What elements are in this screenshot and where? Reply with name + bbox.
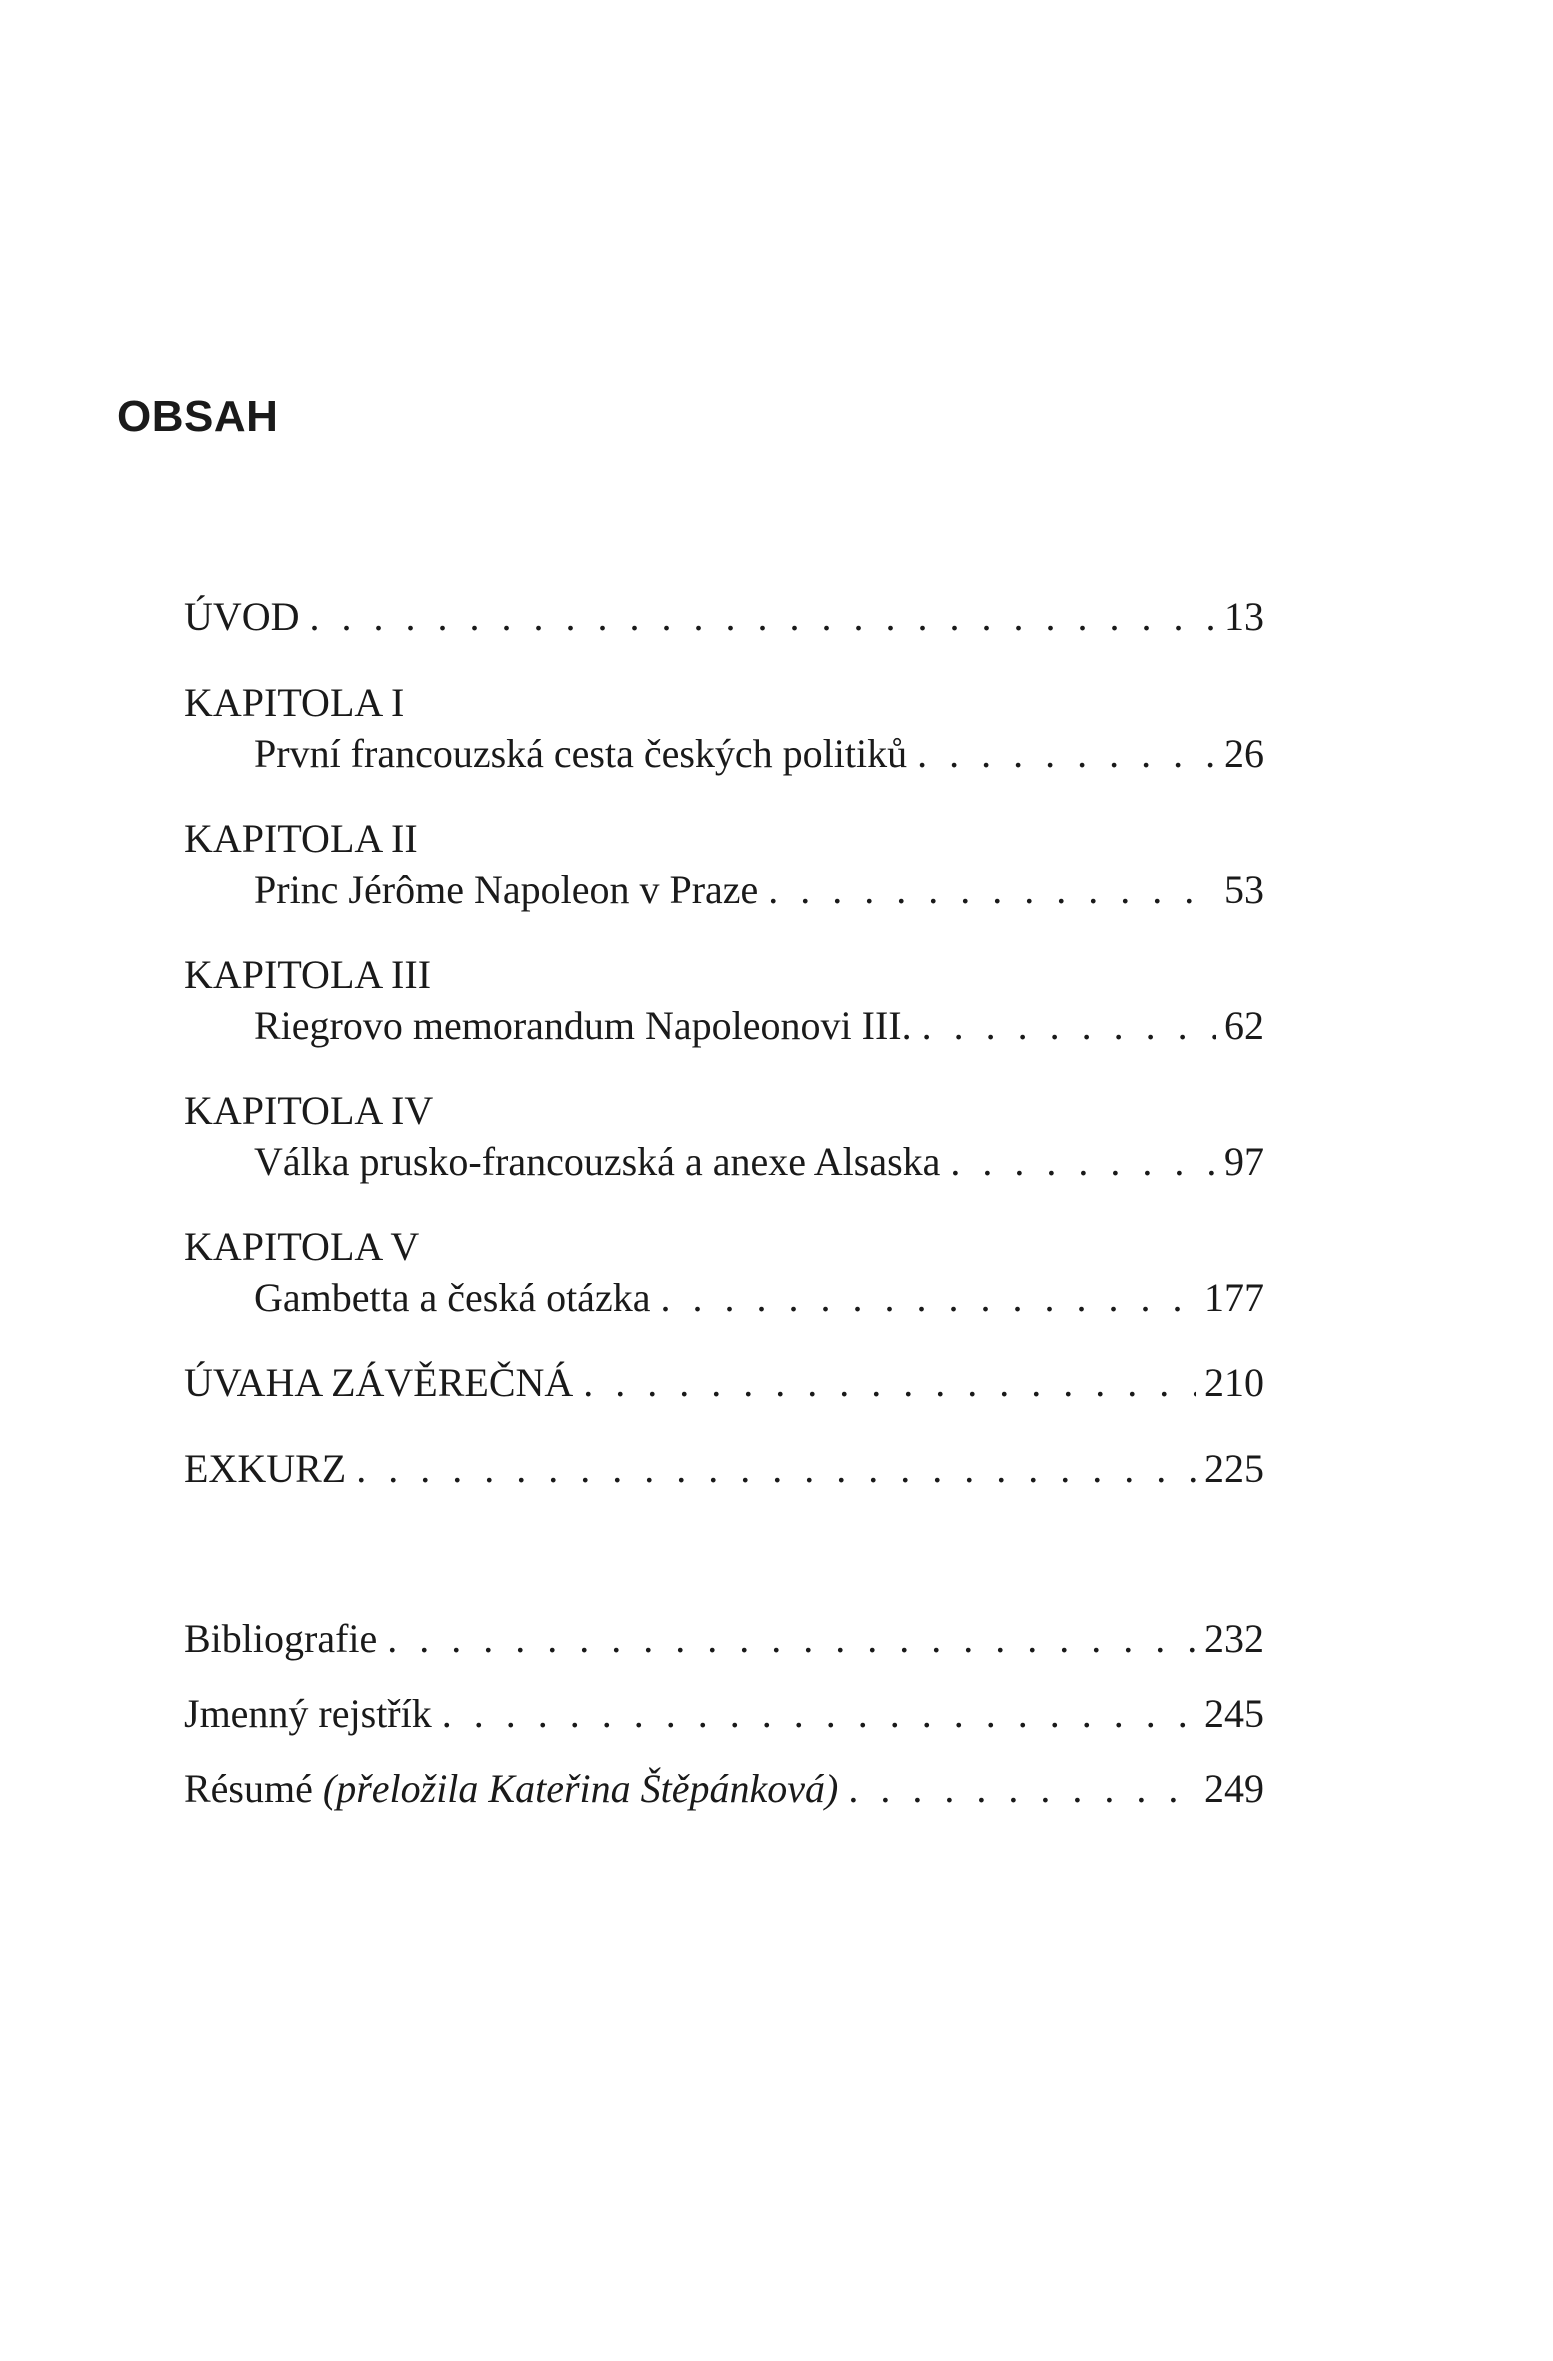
dot-leader bbox=[660, 1273, 1196, 1323]
chapter-heading: KAPITOLA II bbox=[184, 816, 418, 861]
toc-entry-chapter-1[interactable] bbox=[254, 729, 1264, 779]
toc-page-number: 245 bbox=[1204, 1691, 1264, 1736]
toc-page-number: 210 bbox=[1204, 1360, 1264, 1405]
dot-leader bbox=[917, 729, 1216, 779]
chapter-heading: KAPITOLA V bbox=[184, 1224, 420, 1269]
toc-page-number: 225 bbox=[1204, 1446, 1264, 1491]
toc-entry-chapter-2[interactable] bbox=[254, 865, 1264, 915]
chapter-heading: KAPITOLA IV bbox=[184, 1088, 434, 1133]
toc-page-number: 13 bbox=[1224, 594, 1264, 639]
dot-leader bbox=[768, 865, 1216, 915]
toc-entry-label-group bbox=[184, 1764, 838, 1814]
dot-leader bbox=[950, 1137, 1216, 1187]
toc-entry-intro[interactable] bbox=[184, 592, 1264, 642]
toc-page-number: 97 bbox=[1224, 1139, 1264, 1184]
toc-page-number: 249 bbox=[1204, 1766, 1264, 1811]
toc-entry-excursus[interactable] bbox=[184, 1444, 1264, 1494]
toc-entry-label: Bibliografie bbox=[184, 1616, 378, 1661]
toc-entry-label: Riegrovo memorandum Napoleonovi III. bbox=[254, 1003, 912, 1048]
dot-leader bbox=[356, 1444, 1196, 1494]
chapter-heading: KAPITOLA III bbox=[184, 952, 432, 997]
chapter-heading: KAPITOLA I bbox=[184, 680, 405, 725]
toc-entry-resume[interactable] bbox=[184, 1764, 1264, 1814]
toc-entry-label: Jmenný rejstřík bbox=[184, 1691, 432, 1736]
dot-leader bbox=[922, 1001, 1216, 1051]
dot-leader bbox=[310, 592, 1216, 642]
toc-entry-name-index[interactable] bbox=[184, 1689, 1264, 1739]
toc-entry-label: ÚVAHA ZÁVĚREČNÁ bbox=[184, 1360, 574, 1405]
toc-page-number: 62 bbox=[1224, 1003, 1264, 1048]
dot-leader bbox=[848, 1764, 1196, 1814]
toc-entry-label: První francouzská cesta českých politiků bbox=[254, 731, 908, 776]
toc-entry-label: Gambetta a česká otázka bbox=[254, 1275, 651, 1320]
toc-entry-chapter-5[interactable] bbox=[254, 1273, 1264, 1323]
toc-entry-label: ÚVOD bbox=[184, 594, 300, 639]
toc-entry-bibliography[interactable] bbox=[184, 1614, 1264, 1664]
toc-entry-label: Princ Jérôme Napoleon v Praze bbox=[254, 867, 759, 912]
toc-entry-label: EXKURZ bbox=[184, 1446, 347, 1491]
toc-entry-label: Válka prusko-francouzská a anexe Alsaska bbox=[254, 1139, 941, 1184]
toc-entry-chapter-4[interactable] bbox=[254, 1137, 1264, 1187]
toc-page-number: 53 bbox=[1224, 867, 1264, 912]
dot-leader bbox=[583, 1358, 1196, 1408]
dot-leader bbox=[387, 1614, 1196, 1664]
toc-entry-chapter-3[interactable] bbox=[254, 1001, 1264, 1051]
dot-leader bbox=[442, 1689, 1196, 1739]
toc-page-number: 177 bbox=[1204, 1275, 1264, 1320]
toc-entry-label: Résumé bbox=[184, 1766, 313, 1811]
toc-page-number: 26 bbox=[1224, 731, 1264, 776]
toc-entry-conclusion[interactable] bbox=[184, 1358, 1264, 1408]
translator-note: (přeložila Kateřina Štěpánková) bbox=[322, 1766, 839, 1811]
toc-page-number: 232 bbox=[1204, 1616, 1264, 1661]
page-title: OBSAH bbox=[117, 392, 279, 441]
